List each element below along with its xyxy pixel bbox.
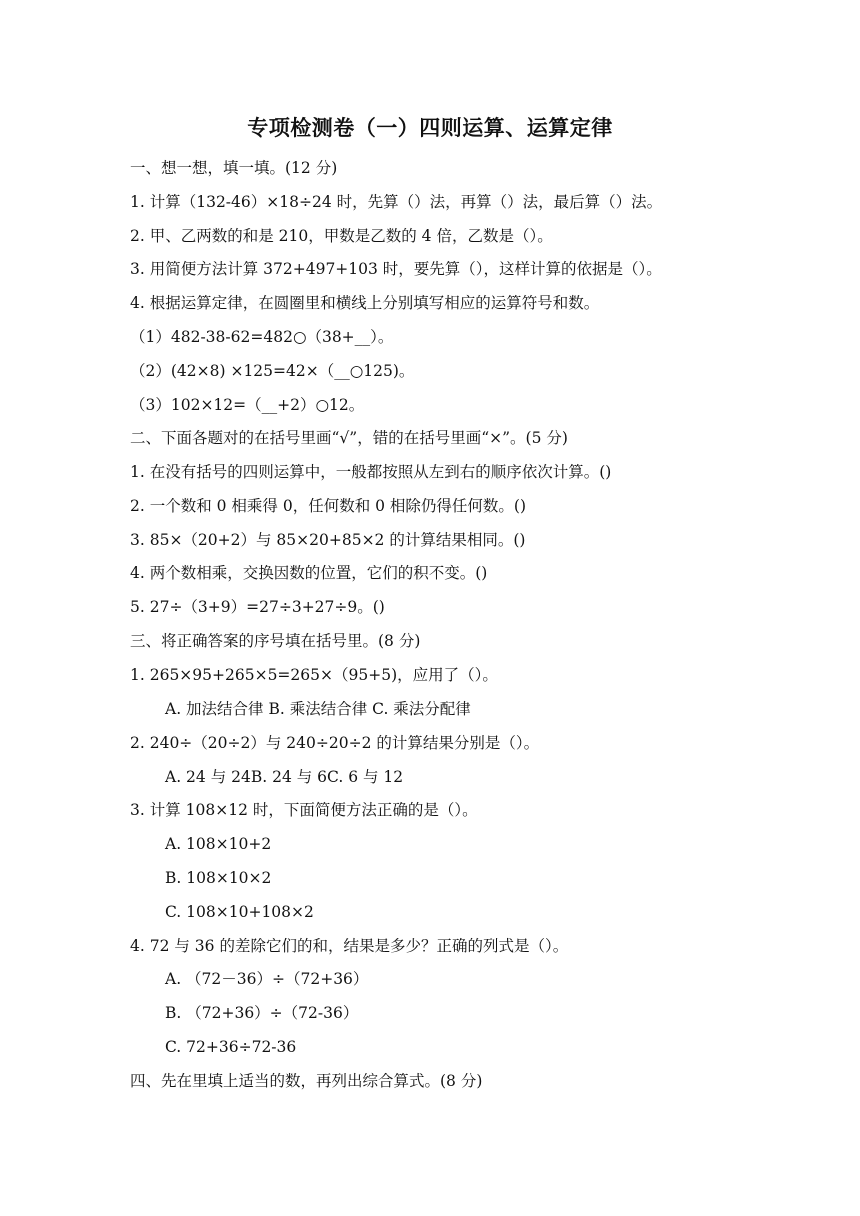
section2-question-4: 4. 两个数相乘，交换因数的位置，它们的积不变。() [130,564,488,582]
section3-question-3-option-c: C. 108×10+108×2 [165,903,314,921]
section1-question-2: 2. 甲、乙两数的和是 210，甲数是乙数的 4 倍，乙数是（）。 [130,227,553,245]
section1-heading: 一、想一想，填一填。(12 分) [130,159,338,177]
section2-question-1: 1. 在没有括号的四则运算中，一般都按照从左到右的顺序依次计算。() [130,463,612,481]
section3-question-3-option-a: A. 108×10+2 [165,835,272,853]
section3-question-3-option-b: B. 108×10×2 [165,869,272,887]
section3-question-4-option-b: B. （72+36）÷（72-36） [165,1004,359,1022]
section3-question-4-option-a: A. （72－36）÷（72+36） [165,970,369,988]
section1-question-3: 3. 用简便方法计算 372+497+103 时，要先算（），这样计算的依据是（）。 [130,260,662,278]
section1-question-4: 4. 根据运算定律，在圆圈里和横线上分别填写相应的运算符号和数。 [130,294,600,312]
section3-question-1-options: A. 加法结合律 B. 乘法结合律 C. 乘法分配律 [165,700,471,718]
section2-question-5: 5. 27÷（3+9）=27÷3+27÷9。() [130,598,385,616]
section3-question-1: 1. 265×95+265×5=265×（95+5)，应用了（）。 [130,666,498,684]
section3-question-2: 2. 240÷（20÷2）与 240÷20÷2 的计算结果分别是（）。 [130,734,540,752]
section3-heading: 三、将正确答案的序号填在括号里。(8 分) [130,632,421,650]
section2-question-3: 3. 85×（20+2）与 85×20+85×2 的计算结果相同。() [130,531,526,549]
section2-heading: 二、下面各题对的在括号里画“√”，错的在括号里画“×”。(5 分) [130,429,568,447]
section4-heading: 四、先在里填上适当的数，再列出综合算式。(8 分) [130,1072,483,1090]
section3-question-4-option-c: C. 72+36÷72-36 [165,1038,297,1056]
section2-question-2: 2. 一个数和 0 相乘得 0，任何数和 0 相除仍得任何数。() [130,497,527,515]
section1-question-4-2: （2）(42×8) ×125=42×（__○125)。 [130,362,415,380]
section3-question-4: 4. 72 与 36 的差除它们的和，结果是多少？正确的列式是（）。 [130,937,569,955]
section3-question-3: 3. 计算 108×12 时，下面简便方法正确的是（）。 [130,801,478,819]
page-title: 专项检测卷（一）四则运算、运算定律 [247,116,613,140]
section3-question-2-options: A. 24 与 24B. 24 与 6C. 6 与 12 [165,768,404,786]
section1-question-4-3: （3）102×12=（__+2）○12。 [130,396,365,414]
section1-question-4-1: （1）482-38-62=482○（38+__）。 [130,328,394,346]
section1-question-1: 1. 计算（132-46）×18÷24 时，先算（）法，再算（）法，最后算（）法。 [130,193,663,211]
